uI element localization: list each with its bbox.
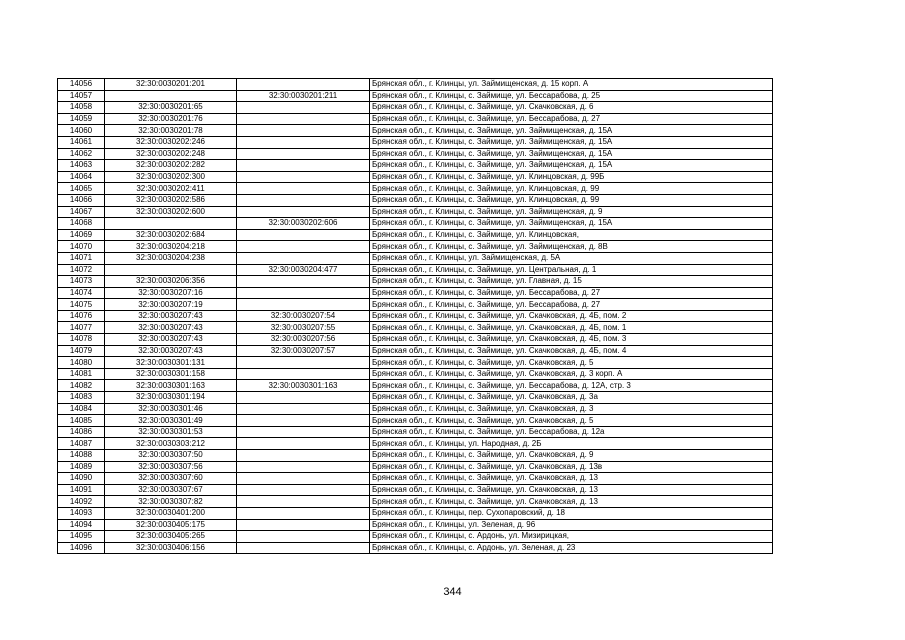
cell-cadastral-number bbox=[105, 90, 237, 102]
cell-linked-cadastral-number bbox=[237, 194, 370, 206]
cell-linked-cadastral-number bbox=[237, 461, 370, 473]
cell-record-number: 14068 bbox=[58, 218, 105, 230]
table-row bbox=[58, 194, 773, 206]
table-row bbox=[58, 264, 773, 276]
cell-linked-cadastral-number bbox=[237, 125, 370, 137]
cell-record-number: 14082 bbox=[58, 380, 105, 392]
cell-address: Брянская обл., г. Клинцы, с. Займище, ул. Скачковская, д. 13 bbox=[370, 496, 773, 508]
cell-linked-cadastral-number: 32:30:0030301:163 bbox=[237, 380, 370, 392]
cell-linked-cadastral-number: 32:30:0030207:57 bbox=[237, 345, 370, 357]
cell-cadastral-number bbox=[105, 264, 237, 276]
cell-address: Брянская обл., г. Клинцы, с. Займище, ул. Скачковская, д. 4Б, пом. 3 bbox=[370, 334, 773, 346]
table-row bbox=[58, 299, 773, 311]
cell-linked-cadastral-number bbox=[237, 183, 370, 195]
cell-address: Брянская обл., г. Клинцы, с. Займище, ул. Займищенская, д. 15А bbox=[370, 160, 773, 172]
table-row bbox=[58, 276, 773, 288]
cell-linked-cadastral-number bbox=[237, 519, 370, 531]
cell-cadastral-number: 32:30:0030207:19 bbox=[105, 299, 237, 311]
cell-address: Брянская обл., г. Клинцы, с. Займище, ул. Займищенская, д. 15А bbox=[370, 148, 773, 160]
cell-address: Брянская обл., г. Клинцы, с. Займище, ул. Займищенская, д. 15А bbox=[370, 218, 773, 230]
cell-record-number: 14062 bbox=[58, 148, 105, 160]
cell-linked-cadastral-number: 32:30:0030207:55 bbox=[237, 322, 370, 334]
table-row bbox=[58, 357, 773, 369]
registry-table-body bbox=[58, 79, 773, 554]
cell-address: Брянская обл., г. Клинцы, с. Займище, ул. Займищенская, д. 15А bbox=[370, 136, 773, 148]
table-row bbox=[58, 345, 773, 357]
cell-linked-cadastral-number bbox=[237, 206, 370, 218]
cell-record-number: 14084 bbox=[58, 403, 105, 415]
table-row bbox=[58, 450, 773, 462]
cell-record-number: 14076 bbox=[58, 310, 105, 322]
cell-linked-cadastral-number bbox=[237, 148, 370, 160]
cell-linked-cadastral-number bbox=[237, 531, 370, 543]
page-number: 344 bbox=[443, 586, 462, 598]
cell-address: Брянская обл., г. Клинцы, с. Займище, ул. Скачковская, д. 4Б, пом. 4 bbox=[370, 345, 773, 357]
table-row bbox=[58, 392, 773, 404]
cell-record-number: 14085 bbox=[58, 415, 105, 427]
cell-record-number: 14083 bbox=[58, 392, 105, 404]
cell-record-number: 14079 bbox=[58, 345, 105, 357]
cell-address: Брянская обл., г. Клинцы, ул. Займищенская, д. 5А bbox=[370, 252, 773, 264]
cell-cadastral-number: 32:30:0030307:50 bbox=[105, 450, 237, 462]
cell-linked-cadastral-number bbox=[237, 171, 370, 183]
cell-cadastral-number: 32:30:0030405:265 bbox=[105, 531, 237, 543]
table-row bbox=[58, 542, 773, 554]
cell-record-number: 14063 bbox=[58, 160, 105, 172]
table-row bbox=[58, 252, 773, 264]
cell-cadastral-number: 32:30:0030301:194 bbox=[105, 392, 237, 404]
cell-linked-cadastral-number bbox=[237, 136, 370, 148]
cell-cadastral-number: 32:30:0030202:246 bbox=[105, 136, 237, 148]
cell-address: Брянская обл., г. Клинцы, с. Займище, ул. Скачковская, д. 5 bbox=[370, 415, 773, 427]
cell-record-number: 14090 bbox=[58, 473, 105, 485]
cell-record-number: 14072 bbox=[58, 264, 105, 276]
cell-linked-cadastral-number bbox=[237, 287, 370, 299]
cell-cadastral-number: 32:30:0030204:238 bbox=[105, 252, 237, 264]
cell-cadastral-number: 32:30:0030204:218 bbox=[105, 241, 237, 253]
table-row bbox=[58, 102, 773, 114]
cell-cadastral-number: 32:30:0030201:201 bbox=[105, 79, 237, 91]
cell-address: Брянская обл., г. Клинцы, ул. Зеленая, д. 96 bbox=[370, 519, 773, 531]
cell-linked-cadastral-number bbox=[237, 392, 370, 404]
cell-cadastral-number: 32:30:0030401:200 bbox=[105, 507, 237, 519]
cell-cadastral-number: 32:30:0030406:156 bbox=[105, 542, 237, 554]
table-row bbox=[58, 241, 773, 253]
cell-record-number: 14064 bbox=[58, 171, 105, 183]
cell-record-number: 14057 bbox=[58, 90, 105, 102]
cell-cadastral-number: 32:30:0030202:282 bbox=[105, 160, 237, 172]
cell-cadastral-number: 32:30:0030201:78 bbox=[105, 125, 237, 137]
cell-cadastral-number: 32:30:0030307:67 bbox=[105, 484, 237, 496]
cell-linked-cadastral-number bbox=[237, 160, 370, 172]
table-row bbox=[58, 473, 773, 485]
cell-record-number: 14066 bbox=[58, 194, 105, 206]
cell-record-number: 14071 bbox=[58, 252, 105, 264]
cell-address: Брянская обл., г. Клинцы, с. Займище, ул. Бессарабова, д. 27 bbox=[370, 299, 773, 311]
cell-linked-cadastral-number bbox=[237, 507, 370, 519]
cell-address: Брянская обл., г. Клинцы, с. Займище, ул. Скачковская, д. 3 bbox=[370, 403, 773, 415]
cell-linked-cadastral-number bbox=[237, 450, 370, 462]
cell-record-number: 14056 bbox=[58, 79, 105, 91]
cell-linked-cadastral-number bbox=[237, 403, 370, 415]
table-row bbox=[58, 368, 773, 380]
cell-record-number: 14067 bbox=[58, 206, 105, 218]
cell-cadastral-number: 32:30:0030307:82 bbox=[105, 496, 237, 508]
cell-linked-cadastral-number bbox=[237, 357, 370, 369]
cell-address: Брянская обл., г. Клинцы, с. Займище, ул. Скачковская, д. 13в bbox=[370, 461, 773, 473]
cell-record-number: 14081 bbox=[58, 368, 105, 380]
cell-cadastral-number: 32:30:0030202:300 bbox=[105, 171, 237, 183]
cell-cadastral-number: 32:30:0030301:46 bbox=[105, 403, 237, 415]
registry-table bbox=[57, 78, 773, 554]
cell-record-number: 14091 bbox=[58, 484, 105, 496]
cell-record-number: 14059 bbox=[58, 113, 105, 125]
cell-address: Брянская обл., г. Клинцы, с. Займище, ул. Центральная, д. 1 bbox=[370, 264, 773, 276]
cell-address: Брянская обл., г. Клинцы, с. Займище, ул. Бессарабова, д. 12а bbox=[370, 426, 773, 438]
table-row bbox=[58, 403, 773, 415]
cell-cadastral-number: 32:30:0030202:586 bbox=[105, 194, 237, 206]
cell-address: Брянская обл., г. Клинцы, с. Займище, ул. Бессарабова, д. 27 bbox=[370, 113, 773, 125]
cell-cadastral-number: 32:30:0030405:175 bbox=[105, 519, 237, 531]
cell-linked-cadastral-number bbox=[237, 252, 370, 264]
cell-record-number: 14078 bbox=[58, 334, 105, 346]
cell-address: Брянская обл., г. Клинцы, с. Займище, ул. Скачковская, д. 4Б, пом. 1 bbox=[370, 322, 773, 334]
cell-linked-cadastral-number: 32:30:0030201:211 bbox=[237, 90, 370, 102]
table-row bbox=[58, 229, 773, 241]
table-row bbox=[58, 90, 773, 102]
table-row bbox=[58, 334, 773, 346]
cell-cadastral-number: 32:30:0030207:43 bbox=[105, 345, 237, 357]
table-row bbox=[58, 79, 773, 91]
cell-cadastral-number: 32:30:0030301:158 bbox=[105, 368, 237, 380]
cell-record-number: 14094 bbox=[58, 519, 105, 531]
cell-record-number: 14065 bbox=[58, 183, 105, 195]
cell-cadastral-number: 32:30:0030201:65 bbox=[105, 102, 237, 114]
table-row bbox=[58, 426, 773, 438]
cell-record-number: 14087 bbox=[58, 438, 105, 450]
cell-linked-cadastral-number bbox=[237, 484, 370, 496]
cell-linked-cadastral-number bbox=[237, 368, 370, 380]
cell-linked-cadastral-number bbox=[237, 276, 370, 288]
cell-cadastral-number: 32:30:0030307:60 bbox=[105, 473, 237, 485]
cell-cadastral-number: 32:30:0030207:43 bbox=[105, 322, 237, 334]
cell-address: Брянская обл., г. Клинцы, с. Займище, ул. Скачковская, д. 4Б, пом. 2 bbox=[370, 310, 773, 322]
cell-linked-cadastral-number bbox=[237, 426, 370, 438]
table-row bbox=[58, 461, 773, 473]
table-row bbox=[58, 183, 773, 195]
cell-cadastral-number: 32:30:0030301:49 bbox=[105, 415, 237, 427]
cell-record-number: 14080 bbox=[58, 357, 105, 369]
cell-linked-cadastral-number bbox=[237, 496, 370, 508]
cell-cadastral-number: 32:30:0030301:163 bbox=[105, 380, 237, 392]
table-row bbox=[58, 415, 773, 427]
table-row bbox=[58, 519, 773, 531]
cell-cadastral-number: 32:30:0030301:53 bbox=[105, 426, 237, 438]
cell-record-number: 14088 bbox=[58, 450, 105, 462]
cell-record-number: 14074 bbox=[58, 287, 105, 299]
cell-linked-cadastral-number bbox=[237, 438, 370, 450]
table-row bbox=[58, 125, 773, 137]
table-row bbox=[58, 380, 773, 392]
table-row bbox=[58, 113, 773, 125]
cell-address: Брянская обл., г. Клинцы, с. Займище, ул. Скачковская, д. 13 bbox=[370, 473, 773, 485]
table-row bbox=[58, 310, 773, 322]
cell-address: Брянская обл., г. Клинцы, с. Займище, ул. Клинцовская, д. 99 bbox=[370, 183, 773, 195]
cell-linked-cadastral-number bbox=[237, 473, 370, 485]
cell-record-number: 14061 bbox=[58, 136, 105, 148]
cell-address: Брянская обл., г. Клинцы, с. Займище, ул. Бессарабова, д. 25 bbox=[370, 90, 773, 102]
cell-linked-cadastral-number: 32:30:0030202:606 bbox=[237, 218, 370, 230]
cell-address: Брянская обл., г. Клинцы, с. Займище, ул. Скачковская, д. 6 bbox=[370, 102, 773, 114]
cell-record-number: 14086 bbox=[58, 426, 105, 438]
cell-record-number: 14060 bbox=[58, 125, 105, 137]
cell-address: Брянская обл., г. Клинцы, пер. Сухопаровский, д. 18 bbox=[370, 507, 773, 519]
cell-address: Брянская обл., г. Клинцы, с. Займище, ул. Скачковская, д. 9 bbox=[370, 450, 773, 462]
cell-cadastral-number: 32:30:0030202:600 bbox=[105, 206, 237, 218]
cell-record-number: 14095 bbox=[58, 531, 105, 543]
cell-record-number: 14096 bbox=[58, 542, 105, 554]
cell-address: Брянская обл., г. Клинцы, с. Займище, ул. Клинцовская, bbox=[370, 229, 773, 241]
cell-linked-cadastral-number bbox=[237, 79, 370, 91]
table-row bbox=[58, 496, 773, 508]
cell-address: Брянская обл., г. Клинцы, с. Займище, ул. Бессарабова, д. 12А, стр. 3 bbox=[370, 380, 773, 392]
cell-address: Брянская обл., г. Клинцы, с. Займище, ул. Скачковская, д. 3а bbox=[370, 392, 773, 404]
cell-address: Брянская обл., г. Клинцы, с. Займище, ул. Клинцовская, д. 99 bbox=[370, 194, 773, 206]
table-row bbox=[58, 148, 773, 160]
cell-record-number: 14075 bbox=[58, 299, 105, 311]
cell-address: Брянская обл., г. Клинцы, ул. Займищенская, д. 15 корп. А bbox=[370, 79, 773, 91]
cell-address: Брянская обл., г. Клинцы, с. Займище, ул. Скачковская, д. 3 корп. А bbox=[370, 368, 773, 380]
cell-cadastral-number bbox=[105, 218, 237, 230]
cell-record-number: 14070 bbox=[58, 241, 105, 253]
cell-record-number: 14077 bbox=[58, 322, 105, 334]
cell-cadastral-number: 32:30:0030207:43 bbox=[105, 334, 237, 346]
cell-cadastral-number: 32:30:0030206:356 bbox=[105, 276, 237, 288]
cell-record-number: 14069 bbox=[58, 229, 105, 241]
cell-address: Брянская обл., г. Клинцы, с. Займище, ул. Скачковская, д. 5 bbox=[370, 357, 773, 369]
cell-record-number: 14089 bbox=[58, 461, 105, 473]
cell-linked-cadastral-number: 32:30:0030207:56 bbox=[237, 334, 370, 346]
table-row bbox=[58, 218, 773, 230]
cell-cadastral-number: 32:30:0030301:131 bbox=[105, 357, 237, 369]
cell-linked-cadastral-number bbox=[237, 415, 370, 427]
cell-record-number: 14092 bbox=[58, 496, 105, 508]
cell-cadastral-number: 32:30:0030303:212 bbox=[105, 438, 237, 450]
table-row bbox=[58, 136, 773, 148]
table-row bbox=[58, 507, 773, 519]
cell-address: Брянская обл., г. Клинцы, ул. Народная, д. 2Б bbox=[370, 438, 773, 450]
cell-cadastral-number: 32:30:0030307:56 bbox=[105, 461, 237, 473]
table-row bbox=[58, 206, 773, 218]
cell-record-number: 14058 bbox=[58, 102, 105, 114]
cell-linked-cadastral-number bbox=[237, 102, 370, 114]
cell-cadastral-number: 32:30:0030202:411 bbox=[105, 183, 237, 195]
cell-record-number: 14073 bbox=[58, 276, 105, 288]
cell-address: Брянская обл., г. Клинцы, с. Займище, ул. Займищенская, д. 15А bbox=[370, 125, 773, 137]
table-row bbox=[58, 438, 773, 450]
cell-address: Брянская обл., г. Клинцы, с. Ардонь, ул. Мизирицкая, bbox=[370, 531, 773, 543]
cell-cadastral-number: 32:30:0030201:76 bbox=[105, 113, 237, 125]
cell-linked-cadastral-number bbox=[237, 241, 370, 253]
cell-address: Брянская обл., г. Клинцы, с. Займище, ул. Главная, д. 15 bbox=[370, 276, 773, 288]
table-row bbox=[58, 484, 773, 496]
table-row bbox=[58, 531, 773, 543]
cell-linked-cadastral-number bbox=[237, 229, 370, 241]
cell-linked-cadastral-number: 32:30:0030207:54 bbox=[237, 310, 370, 322]
table-row bbox=[58, 322, 773, 334]
cell-cadastral-number: 32:30:0030207:43 bbox=[105, 310, 237, 322]
cell-address: Брянская обл., г. Клинцы, с. Займище, ул. Скачковская, д. 13 bbox=[370, 484, 773, 496]
cell-cadastral-number: 32:30:0030207:16 bbox=[105, 287, 237, 299]
cell-address: Брянская обл., г. Клинцы, с. Займище, ул. Бессарабова, д. 27 bbox=[370, 287, 773, 299]
cell-linked-cadastral-number bbox=[237, 113, 370, 125]
table-row bbox=[58, 160, 773, 172]
cell-address: Брянская обл., г. Клинцы, с. Займище, ул. Займищенская, д. 9 bbox=[370, 206, 773, 218]
table-row bbox=[58, 171, 773, 183]
cell-address: Брянская обл., г. Клинцы, с. Ардонь, ул. Зеленая, д. 23 bbox=[370, 542, 773, 554]
cell-linked-cadastral-number bbox=[237, 299, 370, 311]
cell-address: Брянская обл., г. Клинцы, с. Займище, ул. Клинцовская, д. 99Б bbox=[370, 171, 773, 183]
cell-cadastral-number: 32:30:0030202:248 bbox=[105, 148, 237, 160]
table-row bbox=[58, 287, 773, 299]
cell-linked-cadastral-number bbox=[237, 542, 370, 554]
cell-linked-cadastral-number: 32:30:0030204:477 bbox=[237, 264, 370, 276]
cell-address: Брянская обл., г. Клинцы, с. Займище, ул. Займищенская, д. 8В bbox=[370, 241, 773, 253]
cell-record-number: 14093 bbox=[58, 507, 105, 519]
cell-cadastral-number: 32:30:0030202:684 bbox=[105, 229, 237, 241]
